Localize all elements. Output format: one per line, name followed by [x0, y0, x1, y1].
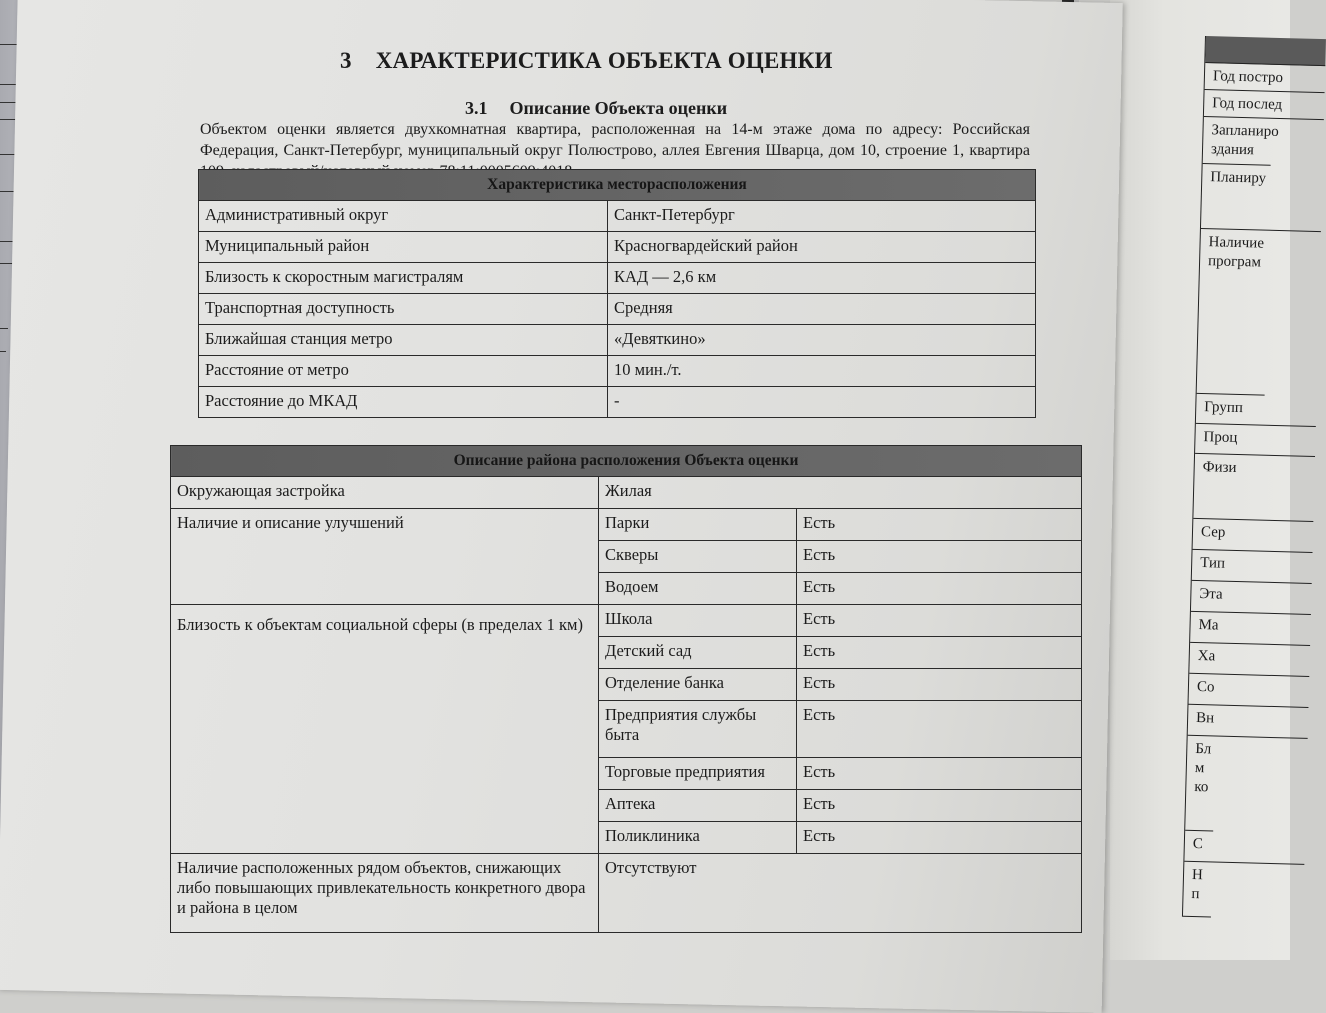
table-row: [199, 232, 1036, 263]
table-row: [199, 356, 1036, 387]
item-name: Парки: [599, 509, 797, 541]
item-value: Есть: [797, 605, 1082, 637]
row-label: Наличие расположенных рядом объектов, снижающих либо повышающих привлекательность конкретного двора и района в целом: [171, 854, 599, 933]
item-name: Аптека: [599, 790, 797, 822]
item-value: Есть: [797, 701, 1082, 758]
right-table-row: С: [1184, 831, 1305, 865]
location-table-title: Характеристика месторасположения: [199, 170, 1036, 201]
right-table-row: Год послед: [1204, 90, 1325, 120]
item-name: Поликлиника: [599, 822, 797, 854]
item-name: Скверы: [599, 541, 797, 573]
row-label: Административный округ: [199, 201, 608, 232]
item-name: Школа: [599, 605, 797, 637]
right-table-row: Планиру: [1201, 164, 1323, 232]
row-value: «Девяткино»: [608, 325, 1036, 356]
item-value: Есть: [797, 573, 1082, 605]
item-name: Торговые предприятия: [599, 758, 797, 790]
district-table-title: Описание района расположения Объекта оценки: [171, 446, 1082, 477]
table-row: [199, 201, 1036, 232]
section-title: ХАРАКТЕРИСТИКА ОБЪЕКТА ОЦЕНКИ: [375, 48, 833, 73]
row-label: Близость к скоростным магистралям: [199, 263, 608, 294]
row-label: Расстояние до МКАД: [199, 387, 608, 418]
table-row: [171, 477, 1082, 509]
item-name: Детский сад: [599, 637, 797, 669]
right-table-row: Ма: [1190, 612, 1311, 646]
right-table-row: Физи: [1193, 454, 1315, 522]
row-value: Жилая: [599, 477, 1082, 509]
table-row: [199, 294, 1036, 325]
row-label: Расстояние от метро: [199, 356, 608, 387]
item-value: Есть: [797, 758, 1082, 790]
right-table-row: Эта: [1191, 581, 1312, 615]
item-value: Есть: [797, 541, 1082, 573]
table-row: [171, 605, 1082, 637]
item-name: Предприятия службы быта: [599, 701, 797, 758]
right-table-row: Вн: [1188, 705, 1309, 739]
item-value: Есть: [797, 790, 1082, 822]
right-table-row: Бл м ко: [1185, 736, 1215, 832]
subsection-title: Описание Объекта оценки: [509, 98, 728, 118]
row-label: Ближайшая станция метро: [199, 325, 608, 356]
right-table-row: Групп: [1196, 394, 1317, 427]
row-value: Средняя: [608, 294, 1036, 325]
table-row: [199, 263, 1036, 294]
row-label: Муниципальный район: [199, 232, 608, 263]
section-heading: [340, 48, 833, 74]
row-label: Окружающая застройка: [171, 477, 599, 509]
right-table-row: Наличие програм: [1197, 229, 1269, 396]
row-label: Наличие и описание улучшений: [171, 509, 599, 605]
table-row: [171, 854, 1082, 933]
row-value: Отсутствуют: [599, 854, 1082, 933]
right-table-row: Проц: [1195, 424, 1316, 457]
right-table-row: Со: [1188, 674, 1309, 708]
right-table-row: Год постро: [1205, 63, 1326, 93]
location-table: [198, 169, 1036, 418]
right-table-row: Н п: [1183, 862, 1212, 918]
item-value: Есть: [797, 822, 1082, 854]
row-value: КАД — 2,6 км: [608, 263, 1036, 294]
section-number: 3: [340, 48, 352, 73]
right-page-table: [1182, 36, 1326, 920]
intro-paragraph: Объектом оценки является двухкомнатная квартира, расположенная на 14-м этаже дома по адресу: Российская Федерация, Санкт-Петербург, муниципальный округ Полюстрово, аллея Евгения Шварца, дом 10, строение 1, квартира: [200, 121, 1030, 159]
subsection-heading: [465, 98, 727, 119]
right-table-row: Сер: [1193, 519, 1314, 553]
right-table-row: Тип: [1192, 550, 1313, 584]
item-value: Есть: [797, 669, 1082, 701]
item-name: Отделение банка: [599, 669, 797, 701]
table-row: [199, 325, 1036, 356]
item-value: Есть: [797, 509, 1082, 541]
item-value: Есть: [797, 637, 1082, 669]
right-table-row: Ха: [1189, 643, 1310, 677]
table-row: [199, 387, 1036, 418]
row-label: Транспортная доступность: [199, 294, 608, 325]
right-table-row: Запланиро здания: [1203, 117, 1272, 166]
district-table: [170, 445, 1082, 933]
row-value: 10 мин./т.: [608, 356, 1036, 387]
row-value: -: [608, 387, 1036, 418]
right-table-header: [1205, 36, 1326, 66]
row-value: Санкт-Петербург: [608, 201, 1036, 232]
table-row: [171, 509, 1082, 541]
row-label: Близость к объектам социальной сферы (в пределах 1 км): [171, 605, 599, 854]
row-value: Красногвардейский район: [608, 232, 1036, 263]
item-name: Водоем: [599, 573, 797, 605]
subsection-number: 3.1: [465, 98, 488, 118]
